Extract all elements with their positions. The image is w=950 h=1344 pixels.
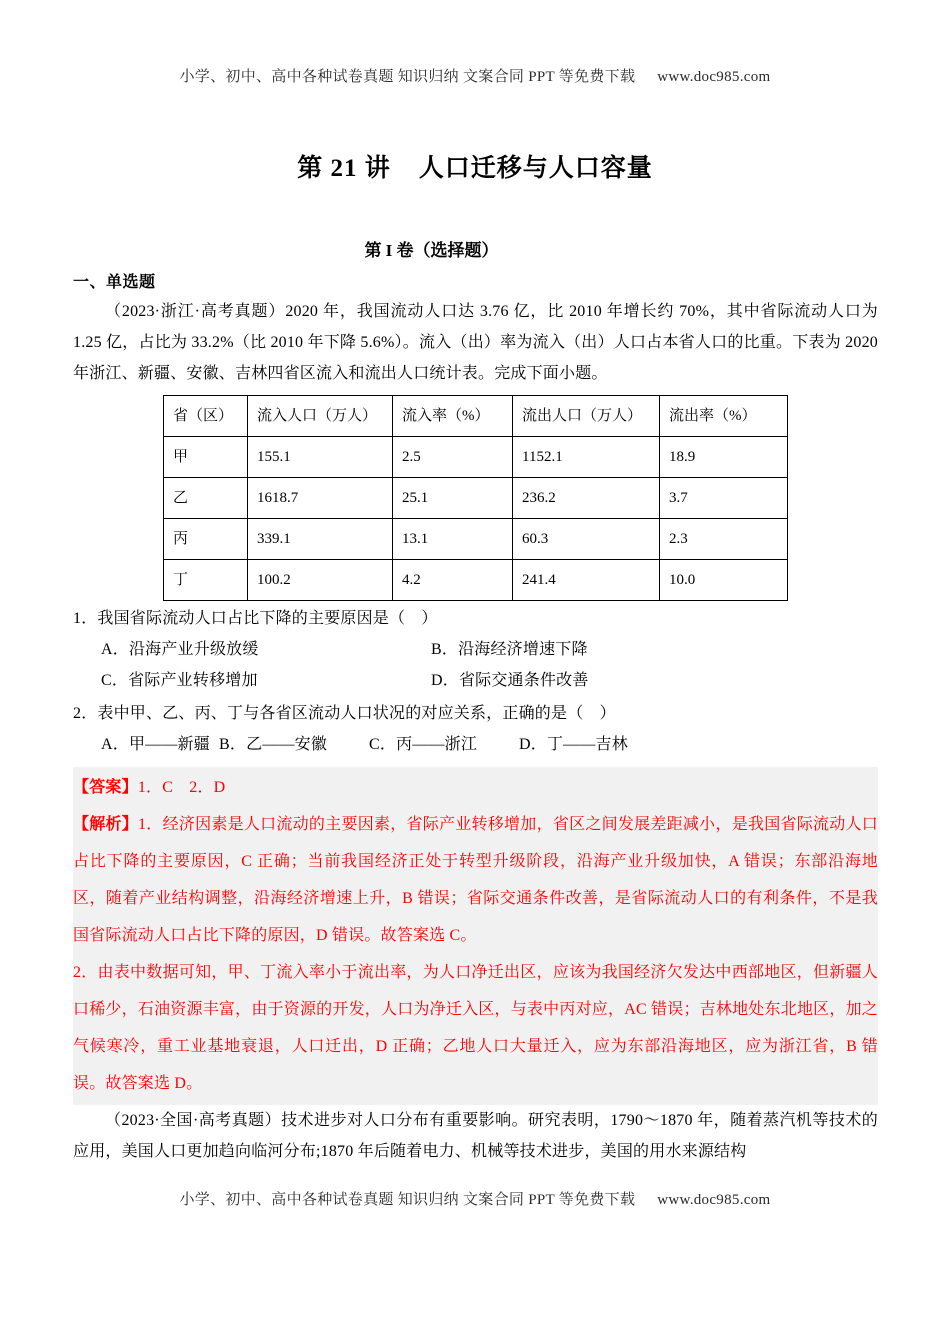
table-cell-province: 乙 <box>164 478 248 519</box>
answer-text: 1．C 2．D <box>137 779 226 796</box>
table-header-cell: 流出人口（万人） <box>513 396 660 437</box>
running-header <box>0 65 950 86</box>
table-cell-in-pop: 100.2 <box>248 560 393 601</box>
table-cell-in-rate: 25.1 <box>393 478 513 519</box>
table-cell-in-rate: 2.5 <box>393 437 513 478</box>
question-1-options-row-2 <box>73 665 878 696</box>
question-2-option-b[interactable]: B．乙——安徽 <box>219 736 328 753</box>
stats-table <box>163 395 788 601</box>
volume-heading: 第 I 卷（选择题） <box>364 241 499 260</box>
page-title <box>0 148 950 184</box>
table-cell-out-pop: 60.3 <box>513 519 660 560</box>
question-1-option-a[interactable]: A．沿海产业升级放缓 <box>101 641 259 658</box>
running-footer-promo: 小学、初中、高中各种试卷真题 知识归纳 文案合同 PPT 等免费下载 <box>179 1192 636 1208</box>
page-title-lecture: 第 21 讲 <box>297 155 391 182</box>
table-cell-in-pop: 339.1 <box>248 519 393 560</box>
table-cell-province: 丙 <box>164 519 248 560</box>
table-cell-out-pop: 1152.1 <box>513 437 660 478</box>
analysis-part-1 <box>73 806 878 954</box>
stats-table-wrapper <box>163 395 878 601</box>
answer-analysis-block <box>73 767 878 1105</box>
table-row <box>164 560 788 601</box>
question-2-options-row <box>73 729 878 760</box>
answer-tag: 【答案】 <box>73 779 138 796</box>
table-cell-out-rate: 18.9 <box>660 437 788 478</box>
analysis-text-2: 2．由表中数据可知，甲、丁流入率小于流出率，为人口净迁出区，应该为我国经济欠发达中西部地区，但新疆人口稀少，石油资源丰富，由于资源的开发，人口为净迁入区，与表中丙对应，AC 错误；吉林地处东北地区，加之气候寒冷，重工业基地衰退，人口迁出，D 正确；乙地人口大量迁入，应为东部沿海地区，应为浙江省，B 错误。故答案选 D。 <box>73 964 878 1092</box>
section-heading: 一、单选题 <box>73 274 156 291</box>
question-1-option-b[interactable]: B．沿海经济增速下降 <box>431 641 588 658</box>
table-header-row <box>164 396 788 437</box>
table-cell-province: 甲 <box>164 437 248 478</box>
table-cell-out-rate: 10.0 <box>660 560 788 601</box>
table-header-cell: 流入率（%） <box>393 396 513 437</box>
question-2-option-d[interactable]: D．丁——吉林 <box>519 736 628 753</box>
question-2-option-a[interactable]: A．甲——新疆 <box>101 736 210 753</box>
answer-line <box>73 769 878 806</box>
table-row <box>164 437 788 478</box>
table-cell-out-rate: 3.7 <box>660 478 788 519</box>
question-1-option-d[interactable]: D．省际交通条件改善 <box>431 672 589 689</box>
running-footer-url: www.doc985.com <box>657 1192 771 1208</box>
table-header-cell: 省（区） <box>164 396 248 437</box>
running-header-promo: 小学、初中、高中各种试卷真题 知识归纳 文案合同 PPT 等免费下载 <box>179 69 636 85</box>
analysis-tag: 【解析】 <box>73 816 139 833</box>
question-2-option-c[interactable]: C．丙——浙江 <box>369 736 478 753</box>
table-cell-in-rate: 4.2 <box>393 560 513 601</box>
table-cell-out-rate: 2.3 <box>660 519 788 560</box>
table-cell-in-pop: 155.1 <box>248 437 393 478</box>
table-cell-out-pop: 241.4 <box>513 560 660 601</box>
passage-2: （2023·全国·高考真题）技术进步对人口分布有重要影响。研究表明，1790～1870 年，随着蒸汽机等技术的应用，美国人口更加趋向临河分布;1870 年后随着电力、机械等技术进步，美国的用水来源结构 <box>73 1112 878 1160</box>
table-header-cell: 流出率（%） <box>660 396 788 437</box>
question-1-stem: 1．我国省际流动人口占比下降的主要原因是（ ） <box>73 610 438 627</box>
analysis-part-2 <box>73 954 878 1102</box>
table-cell-in-rate: 13.1 <box>393 519 513 560</box>
passage-1: （2023·浙江·高考真题）2020 年，我国流动人口达 3.76 亿，比 2010 年增长约 70%，其中省际流动人口为 1.25 亿，占比为 33.2%（比 2010 年下降 5.6%）。流入（出）率为流入（出）人口占本省人口的比重。下表为 2020 年浙江、新疆、安徽、吉林四省区流入和流出人口统计表。完成下面小题。 <box>73 303 878 382</box>
analysis-text-1: 1．经济因素是人口流动的主要因素，省际产业转移增加，省区之间发展差距减小，是我国省际流动人口占比下降的主要原因，C 正确；当前我国经济正处于转型升级阶段，沿海产业升级加快，A 错误；东部沿海地区，随着产业结构调整，沿海经济增速上升，B 错误；省际交通条件改善，是省际流动人口的有利条件，不是我国省际流动人口占比下降的原因，D 错误。故答案选 C。 <box>73 816 878 944</box>
table-row <box>164 478 788 519</box>
running-header-url: www.doc985.com <box>657 69 771 85</box>
question-1-options-row-1 <box>73 634 878 665</box>
table-header-cell: 流入人口（万人） <box>248 396 393 437</box>
table-cell-in-pop: 1618.7 <box>248 478 393 519</box>
table-cell-province: 丁 <box>164 560 248 601</box>
page-title-name: 人口迁移与人口容量 <box>418 155 653 182</box>
table-row <box>164 519 788 560</box>
question-1-option-c[interactable]: C．省际产业转移增加 <box>101 672 258 689</box>
running-footer <box>0 1188 950 1209</box>
document-body <box>73 236 878 1167</box>
table-cell-out-pop: 236.2 <box>513 478 660 519</box>
question-2-stem: 2．表中甲、乙、丙、丁与各省区流动人口状况的对应关系，正确的是（ ） <box>73 705 616 722</box>
